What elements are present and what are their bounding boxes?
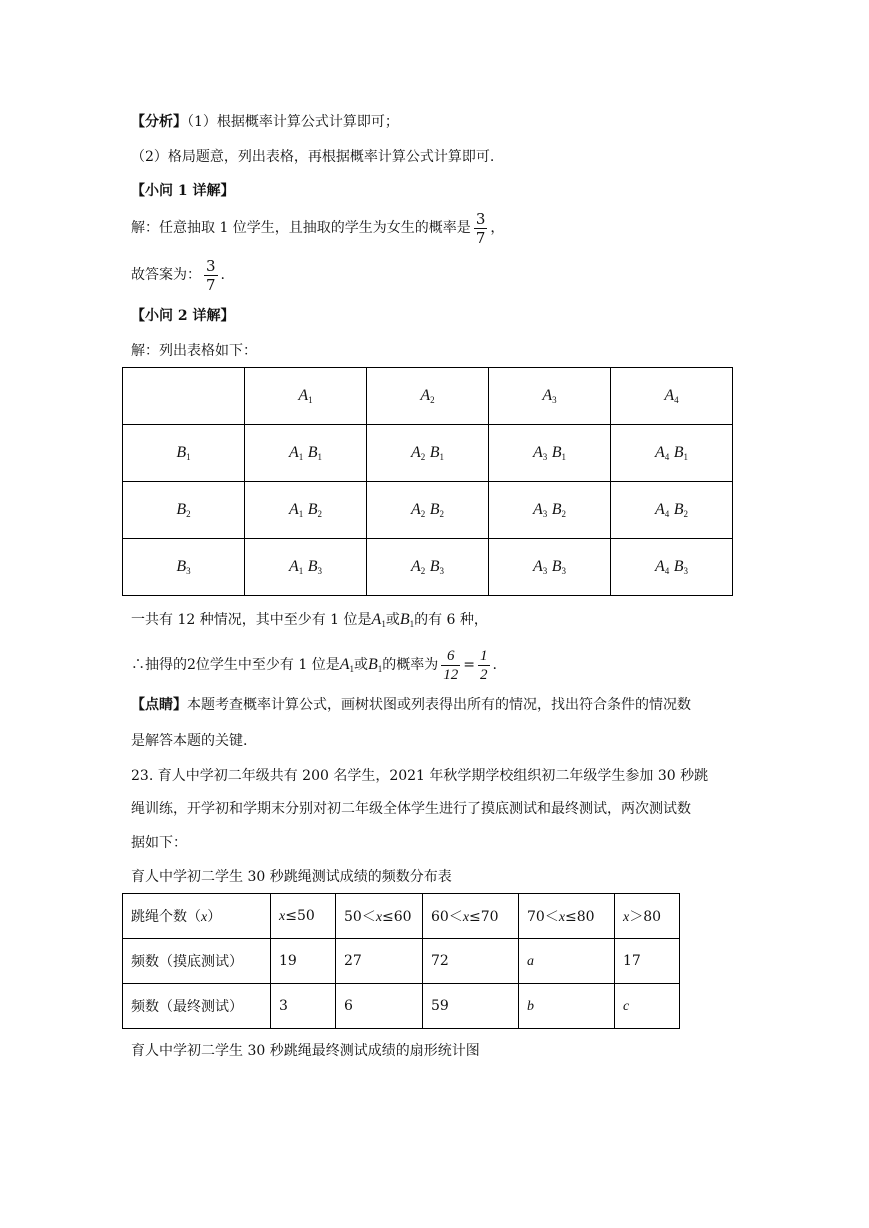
q2-concl-text-a: ∴抽得的2位学生中至少有 1 位是 bbox=[131, 657, 340, 673]
q2-concl-text-b: 的概率为 bbox=[382, 657, 439, 673]
math-symbol: $B_2$ bbox=[429, 501, 444, 519]
outcome-cell bbox=[367, 368, 489, 425]
q1-answer bbox=[131, 256, 225, 294]
review-text-1: 本题考查概率计算公式，画树状图或列表得出所有的情况，找出符合条件的情况数 bbox=[187, 697, 691, 713]
math-symbol: $B_1$ bbox=[429, 444, 444, 462]
math-symbol: $A_2$ bbox=[410, 501, 426, 519]
q1-frac-den: 7 bbox=[475, 228, 486, 247]
outcome-cell bbox=[367, 425, 489, 482]
math-symbol: $A_2$ bbox=[410, 558, 426, 576]
outcome-row bbox=[123, 425, 733, 482]
frequency-cell: x＞80 bbox=[615, 894, 680, 939]
outcome-cell bbox=[489, 425, 611, 482]
q2-count-text-a: 一共有 12 种情况，其中至少有 1 位是 bbox=[131, 612, 372, 628]
outcome-cell bbox=[123, 539, 245, 596]
outcome-cell bbox=[611, 425, 733, 482]
outcome-cell bbox=[611, 482, 733, 539]
math-symbol: $B_1$ bbox=[551, 444, 566, 462]
f2-den: 2 bbox=[480, 666, 488, 683]
math-symbol: $A_4$ bbox=[654, 558, 670, 576]
fraction-6-12 bbox=[441, 647, 460, 684]
math-symbol: $A_4$ bbox=[664, 387, 679, 405]
f1-den: 12 bbox=[443, 666, 459, 683]
outcome-table-body bbox=[123, 368, 733, 596]
q1-solution bbox=[131, 209, 504, 247]
outcome-cell bbox=[245, 482, 367, 539]
math-b1-2: $B_1$ bbox=[368, 656, 383, 674]
frequency-row bbox=[123, 939, 680, 984]
outcome-row bbox=[123, 539, 733, 596]
frequency-cell: 跳绳个数（x） bbox=[123, 894, 271, 939]
outcome-cell bbox=[611, 368, 733, 425]
math-symbol: $A_3$ bbox=[532, 501, 548, 519]
frequency-table-body bbox=[123, 894, 680, 1029]
q2-count-line bbox=[131, 610, 488, 634]
math-symbol: $A_3$ bbox=[542, 387, 557, 405]
math-symbol: $B_1$ bbox=[176, 444, 191, 462]
pie-chart-title: 育人中学初二学生 30 秒跳绳最终测试成绩的扇形统计图 bbox=[131, 1043, 480, 1059]
frequency-cell: 59 bbox=[423, 984, 519, 1029]
math-symbol: $A_1$ bbox=[288, 501, 304, 519]
frequency-cell: 70＜x≤80 bbox=[519, 894, 615, 939]
math-symbol: $B_2$ bbox=[307, 501, 322, 519]
frequency-cell: 60＜x≤70 bbox=[423, 894, 519, 939]
frequency-table-title: 育人中学初二学生 30 秒跳绳测试成绩的频数分布表 bbox=[131, 869, 452, 885]
math-symbol: $B_1$ bbox=[307, 444, 322, 462]
q2-count-or: 或 bbox=[385, 612, 400, 628]
outcome-cell bbox=[489, 482, 611, 539]
problem23-line-1: 23. 育人中学初二年级共有 200 名学生，2021 年秋学期学校组织初二年级学生参加 30 秒跳 bbox=[131, 768, 709, 784]
frequency-row bbox=[123, 984, 680, 1029]
q1-solution-suffix: ， bbox=[490, 220, 505, 236]
outcome-cell bbox=[245, 425, 367, 482]
frequency-cell: b bbox=[519, 984, 615, 1029]
analysis-line-1 bbox=[131, 112, 399, 132]
outcome-cell bbox=[245, 368, 367, 425]
frequency-cell: 72 bbox=[423, 939, 519, 984]
q1-answer-suffix: . bbox=[220, 267, 225, 283]
q1-solution-text: 解：任意抽取 1 位学生，且抽取的学生为女生的概率是 bbox=[131, 220, 471, 236]
outcome-cell bbox=[123, 482, 245, 539]
f1-num: 6 bbox=[441, 647, 460, 666]
q2-count-text-b: 的有 6 种， bbox=[414, 612, 488, 628]
outcome-cell bbox=[611, 539, 733, 596]
equals-sign: = bbox=[463, 657, 476, 673]
math-symbol: $B_1$ bbox=[673, 444, 688, 462]
review-line-2: 是解答本题的关键. bbox=[131, 733, 248, 749]
math-symbol: $A_2$ bbox=[420, 387, 435, 405]
math-symbol: $A_4$ bbox=[654, 444, 670, 462]
math-symbol: $A_2$ bbox=[410, 444, 426, 462]
outcome-cell bbox=[367, 539, 489, 596]
review-line-1 bbox=[131, 695, 691, 715]
frequency-cell: 50＜x≤60 bbox=[336, 894, 423, 939]
q1-answer-num: 3 bbox=[206, 256, 216, 275]
frequency-cell: 3 bbox=[271, 984, 336, 1029]
frequency-cell: 19 bbox=[271, 939, 336, 984]
math-symbol: $B_3$ bbox=[429, 558, 444, 576]
outcome-cell bbox=[489, 368, 611, 425]
math-symbol: $A_4$ bbox=[654, 501, 670, 519]
outcome-row bbox=[123, 482, 733, 539]
q2-heading: 【小问 2 详解】 bbox=[131, 308, 235, 324]
outcome-cell bbox=[489, 539, 611, 596]
math-symbol: $B_3$ bbox=[673, 558, 688, 576]
math-symbol: $B_3$ bbox=[176, 558, 191, 576]
analysis-line-2: （2）格局题意，列出表格，再根据概率计算公式计算即可. bbox=[131, 149, 495, 165]
math-symbol: $A_1$ bbox=[288, 444, 304, 462]
problem23-line-3: 据如下： bbox=[131, 835, 187, 851]
analysis-label: 【分析】 bbox=[131, 114, 187, 130]
frequency-cell: 频数（摸底测试） bbox=[123, 939, 271, 984]
frequency-header-row bbox=[123, 894, 680, 939]
math-symbol: $A_3$ bbox=[532, 444, 548, 462]
frequency-cell: x≤50 bbox=[271, 894, 336, 939]
math-symbol: $B_2$ bbox=[673, 501, 688, 519]
q1-answer-text: 故答案为： bbox=[131, 267, 201, 283]
frequency-cell: 17 bbox=[615, 939, 680, 984]
f2-num: 1 bbox=[480, 647, 488, 664]
outcome-cell bbox=[367, 482, 489, 539]
frequency-cell: 27 bbox=[336, 939, 423, 984]
concl-end: . bbox=[492, 657, 497, 673]
q1-answer-den: 7 bbox=[206, 275, 216, 294]
outcome-cell bbox=[123, 425, 245, 482]
math-symbol: $A_1$ bbox=[298, 387, 313, 405]
frequency-cell: c bbox=[615, 984, 680, 1029]
math-symbol: $B_3$ bbox=[551, 558, 566, 576]
math-symbol: $B_3$ bbox=[307, 558, 322, 576]
math-symbol: $A_3$ bbox=[532, 558, 548, 576]
frequency-cell: 6 bbox=[336, 984, 423, 1029]
math-a1-2: $A_1$ bbox=[339, 656, 354, 674]
math-symbol: $B_2$ bbox=[176, 501, 191, 519]
outcome-header-row bbox=[123, 368, 733, 425]
math-symbol: $A_1$ bbox=[288, 558, 304, 576]
q1-heading: 【小问 1 详解】 bbox=[131, 183, 235, 199]
problem23-line-2: 绳训练，开学初和学期末分别对初二年级全体学生进行了摸底测试和最终测试，两次测试数 bbox=[131, 801, 691, 817]
outcome-table bbox=[122, 367, 733, 596]
analysis-part-1: （1）根据概率计算公式计算即可； bbox=[187, 114, 399, 130]
outcome-cell bbox=[245, 539, 367, 596]
outcome-cell bbox=[123, 368, 245, 425]
q2-intro: 解：列出表格如下： bbox=[131, 343, 257, 359]
q1-fraction bbox=[474, 210, 488, 247]
math-a1: $A_1$ bbox=[371, 611, 386, 629]
frequency-table bbox=[122, 893, 680, 1029]
q1-answer-fraction bbox=[204, 257, 218, 294]
frequency-cell: a bbox=[519, 939, 615, 984]
q2-concl-or: 或 bbox=[354, 657, 368, 673]
q1-frac-num: 3 bbox=[475, 209, 486, 228]
frequency-cell: 频数（最终测试） bbox=[123, 984, 271, 1029]
math-b1: $B_1$ bbox=[399, 611, 415, 629]
fraction-1-2 bbox=[478, 647, 490, 684]
math-symbol: $B_2$ bbox=[551, 501, 566, 519]
q2-conclusion bbox=[131, 643, 497, 691]
review-label: 【点睛】 bbox=[131, 697, 187, 713]
